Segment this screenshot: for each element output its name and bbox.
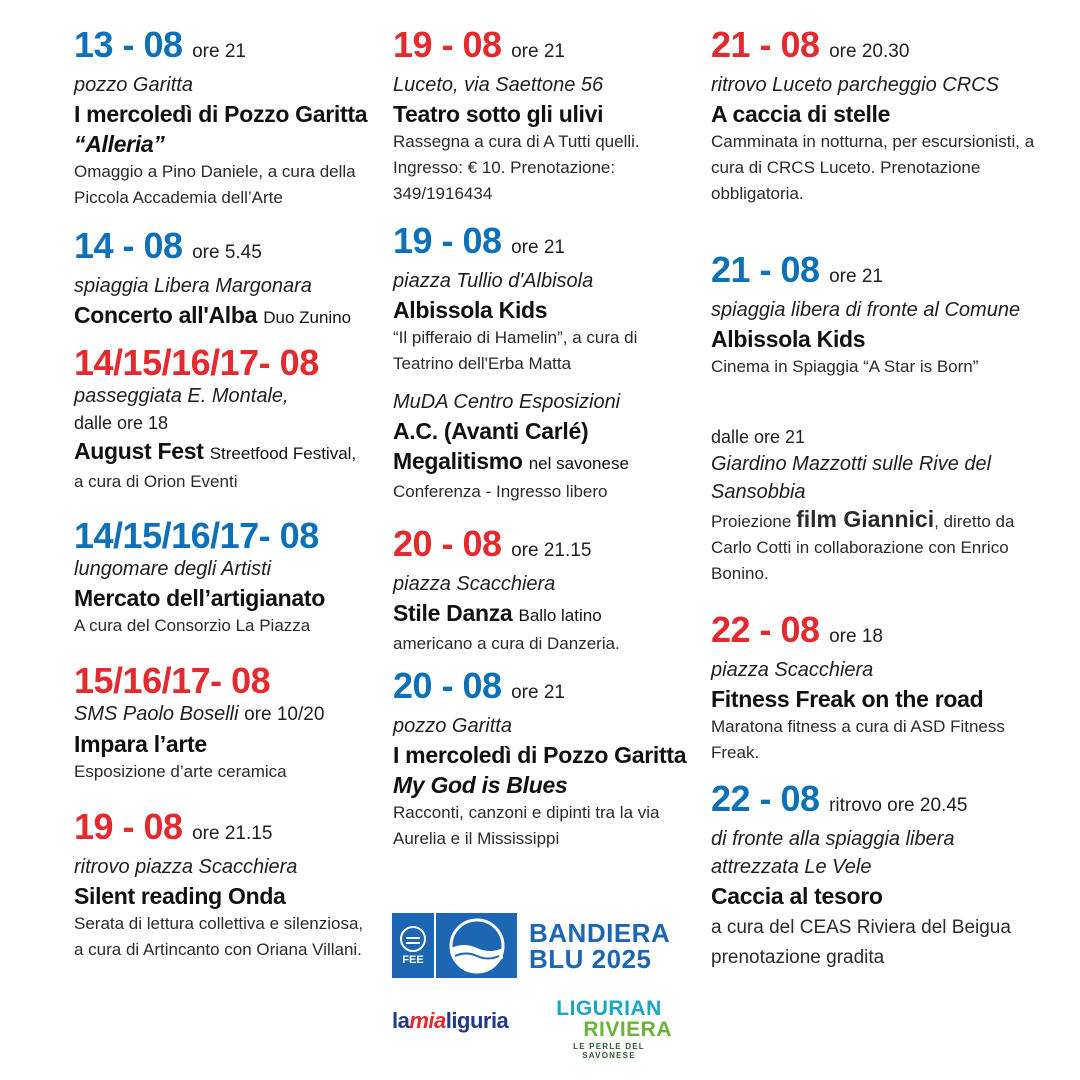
event-description: americano a cura di Danzeria. xyxy=(393,634,620,653)
event-date: 19 - 08 xyxy=(393,220,502,261)
event-mercato-artigianato xyxy=(74,517,374,639)
event-silent-reading xyxy=(74,808,374,963)
event-place: passeggiata E. Montale, xyxy=(74,385,289,407)
event-place: piazza Scacchiera xyxy=(711,659,874,681)
event-date: 21 - 08 xyxy=(711,249,820,290)
bandiera-label: BANDIERA xyxy=(529,917,671,948)
event-title: Impara l’arte xyxy=(74,731,207,757)
event-impara-arte xyxy=(74,662,374,785)
event-albissola-kids-1 xyxy=(393,222,693,377)
event-date: 14/15/16/17- 08 xyxy=(74,515,319,556)
event-description: Serata di lettura collettiva e silenziosa, a cura di Artincanto con Oriana Villani. xyxy=(74,914,364,959)
event-description: Esposizione d’arte ceramica xyxy=(74,762,287,781)
event-description: Cinema in Spiaggia “A Star is Born” xyxy=(711,357,979,376)
event-time: dalle ore 21 xyxy=(711,427,806,447)
event-time: ore 21 xyxy=(192,41,246,62)
event-august-fest xyxy=(74,344,374,495)
event-title: Caccia al tesoro xyxy=(711,883,883,909)
event-fitness-freak xyxy=(711,611,1041,766)
event-tag: Ballo latino xyxy=(518,606,602,625)
event-date: 20 - 08 xyxy=(393,523,502,564)
event-teatro-ulivi xyxy=(393,26,693,207)
event-title: Mercato dell’artigianato xyxy=(74,585,325,611)
event-description: a cura del CEAS Riviera del Beigua prenotazione gradita xyxy=(711,917,1011,968)
blu-2025-label: BLU 2025 xyxy=(529,943,652,974)
event-date: 20 - 08 xyxy=(393,665,502,706)
event-place: Luceto, via Saettone 56 xyxy=(393,74,604,96)
event-date: 19 - 08 xyxy=(74,806,183,847)
event-title: A caccia di stelle xyxy=(711,101,891,127)
event-place: MuDA Centro Esposizioni xyxy=(393,391,621,413)
event-14-08-alba xyxy=(74,227,374,333)
event-tag: nel savonese xyxy=(528,454,629,473)
event-13-08 xyxy=(74,26,374,211)
event-title: Albissola Kids xyxy=(393,297,548,323)
event-place: spiaggia libera di fronte al Comune xyxy=(711,299,1021,321)
event-description: Omaggio a Pino Daniele, a cura della Piccola Accademia dell’Arte xyxy=(74,162,356,207)
event-film-giannici xyxy=(711,424,1041,587)
globe-icon xyxy=(400,926,426,952)
event-title: Stile Danza xyxy=(393,600,513,626)
event-date: 14 - 08 xyxy=(74,225,183,266)
fee-label: FEE xyxy=(402,953,424,966)
event-date: 14/15/16/17- 08 xyxy=(74,342,319,383)
event-time: ore 21 xyxy=(511,237,565,258)
wave-circle-icon xyxy=(441,918,513,974)
event-title: I mercoledì di Pozzo Garitta xyxy=(393,742,687,768)
bandiera-blu-logo xyxy=(392,913,670,978)
event-date: 22 - 08 xyxy=(711,778,820,819)
event-title: Fitness Freak on the road xyxy=(711,686,984,712)
event-time: ore 21.15 xyxy=(192,823,273,844)
event-place: di fronte alla spiaggia libera attrezzata Le Vele xyxy=(711,828,955,878)
event-title: August Fest Streetfood Festival, xyxy=(74,438,357,464)
event-place: Giardino Mazzotti sulle Rive del Sansobbia xyxy=(711,453,992,503)
event-place: piazza Tullio d'Albisola xyxy=(393,270,594,292)
event-title: Silent reading Onda xyxy=(74,883,286,909)
event-caccia-tesoro xyxy=(711,780,1041,973)
event-title: film Giannici xyxy=(796,506,935,532)
event-title-quote: “Alleria” xyxy=(74,131,165,157)
event-date: 22 - 08 xyxy=(711,609,820,650)
event-description: A cura del Consorzio La Piazza xyxy=(74,616,311,635)
event-place: lungomare degli Artisti xyxy=(74,558,272,580)
event-time: ore 20.30 xyxy=(829,41,910,62)
event-place: pozzo Garitta xyxy=(393,715,512,737)
event-place: ritrovo Luceto parcheggio CRCS xyxy=(711,74,999,96)
event-place: spiaggia Libera Margonara xyxy=(74,275,312,297)
event-place: ritrovo piazza Scacchiera xyxy=(74,856,298,878)
event-my-god-is-blues xyxy=(393,667,693,852)
event-pre: Proiezione xyxy=(711,512,792,531)
event-place: pozzo Garitta xyxy=(74,74,193,96)
event-megalitismo xyxy=(393,388,693,505)
event-place: piazza Scacchiera xyxy=(393,573,556,595)
event-description: Camminata in notturna, per escursionisti, a cura di CRCS Luceto. Prenotazione obbligatoria. xyxy=(711,132,1035,203)
event-stile-danza xyxy=(393,525,693,657)
event-time: ore 21.15 xyxy=(511,540,592,561)
event-date: 19 - 08 xyxy=(393,24,502,65)
event-time: ritrovo ore 20.45 xyxy=(829,795,968,816)
event-time: dalle ore 18 xyxy=(74,413,169,433)
event-caccia-stelle xyxy=(711,26,1041,207)
event-description: Racconti, canzoni e dipinti tra la via Aurelia e il Mississippi xyxy=(393,803,660,848)
event-title-italic: My God is Blues xyxy=(393,772,568,798)
event-time: ore 21 xyxy=(511,682,565,703)
event-description: Conferenza - Ingresso libero xyxy=(393,482,608,501)
event-title: Concerto all'Alba Duo Zunino xyxy=(74,302,352,328)
event-date: 13 - 08 xyxy=(74,24,183,65)
event-title: Teatro sotto gli ulivi xyxy=(393,101,604,127)
event-title: I mercoledì di Pozzo Garitta “Alleria” xyxy=(74,101,368,157)
lamialiguria-logo: lamialiguria xyxy=(392,1008,509,1033)
event-description: a cura di Orion Eventi xyxy=(74,472,238,491)
event-tag: Streetfood Festival, xyxy=(209,444,357,463)
event-description: , diretto da Carlo Cotti in collaborazione con Enrico Bonino. xyxy=(711,512,1015,583)
event-place: SMS Paolo Boselli xyxy=(74,703,239,725)
event-tag: Duo Zunino xyxy=(263,308,352,327)
event-time: ore 21 xyxy=(511,41,565,62)
event-description: Rassegna a cura di A Tutti quelli. Ingresso: € 10. Prenotazione: 349/1916434 xyxy=(393,132,640,203)
fee-flag xyxy=(392,913,517,978)
event-date: 15/16/17- 08 xyxy=(74,660,271,701)
event-description: “Il pifferaio di Hamelin”, a cura di Teatrino dell'Erba Matta xyxy=(393,328,638,373)
ligurian-riviera-logo: LIGURIAN RIVIERA LE PERLE DEL SAVONESE xyxy=(556,997,672,1060)
event-time: ore 21 xyxy=(829,266,883,287)
event-date: 21 - 08 xyxy=(711,24,820,65)
event-albissola-kids-2 xyxy=(711,251,1041,380)
event-time: ore 18 xyxy=(829,626,883,647)
event-title: A.C. (Avanti Carlé) Megalitismo xyxy=(393,418,589,474)
event-time: ore 10/20 xyxy=(244,704,325,725)
event-time: ore 5.45 xyxy=(192,242,262,263)
event-title: Albissola Kids xyxy=(711,326,866,352)
event-description: Maratona fitness a cura di ASD Fitness Freak. xyxy=(711,717,1005,762)
